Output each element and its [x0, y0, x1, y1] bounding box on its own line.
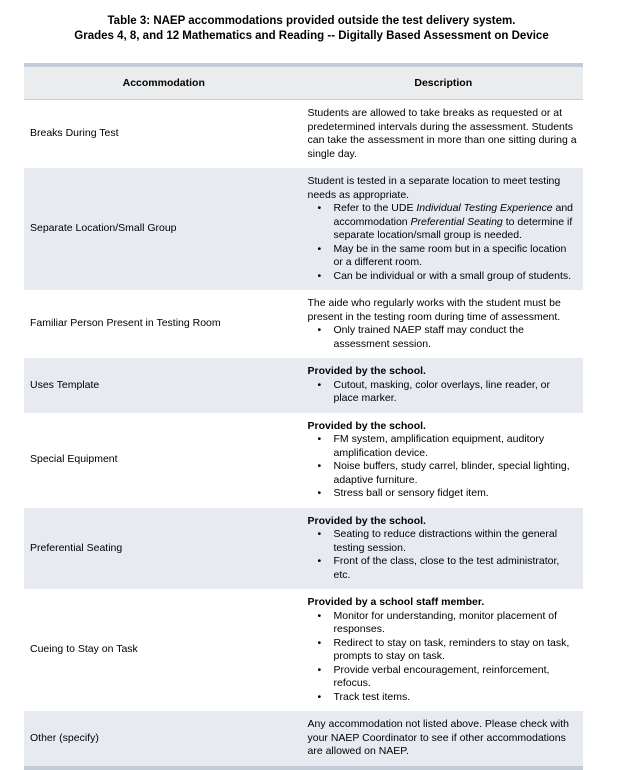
bullet-list [308, 324, 578, 351]
accommodation-cell: Familiar Person Present in Testing Room [30, 317, 221, 330]
description-cell [304, 290, 584, 358]
accommodation-cell: Breaks During Test [30, 127, 119, 140]
accommodations-table [24, 63, 583, 770]
table-row [24, 711, 583, 768]
description-paragraph [308, 515, 578, 529]
table-row [24, 508, 583, 590]
header-row [24, 65, 583, 100]
table-row [24, 413, 583, 508]
bullet-item [308, 324, 578, 351]
text-run: Provided by the school. [307, 365, 426, 377]
text-run: Provided by the school. [307, 419, 426, 432]
description-paragraph [308, 175, 578, 202]
description-cell [304, 711, 584, 768]
description-cell [304, 508, 584, 590]
table-header [24, 65, 583, 100]
description-cell [304, 413, 584, 508]
text-run: Individual Testing Experience [416, 202, 553, 214]
text-run: Only trained NAEP staff may conduct the assessment session. [333, 324, 524, 350]
bullet-item [308, 691, 578, 705]
bullet-list [308, 528, 578, 582]
description-paragraph [308, 107, 578, 161]
table-row [24, 589, 583, 711]
text-run: Redirect to stay on task, reminders to stay on task, prompts to stay on task. [333, 636, 570, 662]
bullet-item [308, 243, 578, 270]
text-run: Preferential Seating [410, 215, 503, 228]
description-paragraph [308, 596, 578, 610]
text-run: May be in the same room but in a specific location or a different room. [333, 242, 567, 268]
text-run: Student is tested in a separate location to meet testing needs as appropriate. [307, 175, 561, 201]
text-run: Stress ball or sensory fidget item. [333, 487, 489, 499]
text-run: Any accommodation not listed above. Please check with your NAEP Coordinator to see if other accommodations are allowed on NAEP. [307, 718, 569, 757]
table-row [24, 358, 583, 413]
bullet-item [308, 664, 578, 691]
header-accommodation: Accommodation [24, 65, 304, 100]
text-run: Front of the class, close to the test administrator, etc. [333, 555, 560, 581]
description-cell [304, 168, 584, 290]
accommodation-cell: Cueing to Stay on Task [30, 643, 138, 656]
text-run: FM system, amplification equipment, auditory amplification device. [333, 433, 545, 459]
table-title-line2: Grades 4, 8, and 12 Mathematics and Reading -- Digitally Based Assessment on Device [74, 30, 549, 42]
text-run: Track test items. [333, 690, 411, 703]
text-run: Noise buffers, study carrel, blinder, special lighting, adaptive furniture. [333, 460, 570, 486]
bullet-list [308, 379, 578, 406]
bullet-item [308, 555, 578, 582]
accommodation-cell: Separate Location/Small Group [24, 168, 304, 290]
description-paragraph [308, 365, 578, 379]
text-run: Provided by a school staff member. [307, 596, 485, 608]
text-run: to determine if separate location/small group is needed. [333, 215, 573, 241]
text-run: and accommodation [333, 202, 574, 228]
bullet-list [308, 202, 578, 283]
text-run: Refer to the UDE [333, 202, 417, 214]
bullet-item [308, 270, 578, 284]
accommodation-cell: Uses Template [24, 358, 304, 413]
accommodations-table-wrap [24, 63, 583, 770]
bullet-item [308, 202, 578, 243]
text-run: The aide who regularly works with the student must be present in the testing room during time of assessment. [307, 297, 561, 323]
bullet-item [308, 528, 578, 555]
text-run: Provide verbal encouragement, reinforcement, refocus. [333, 663, 550, 689]
text-run: Cutout, masking, color overlays, line reader, or place marker. [333, 378, 551, 404]
description-paragraph [308, 297, 578, 324]
text-run: Can be individual or with a small group of students. [333, 269, 572, 282]
accommodation-cell: Special Equipment [30, 453, 118, 466]
table-row [24, 290, 583, 358]
table-title-line1: Table 3: NAEP accommodations provided outside the test delivery system. [107, 15, 516, 27]
text-run: Students are allowed to take breaks as requested or at predetermined intervals during the assessment. Students can take the assessment in more than one sitting during a single day. [307, 107, 577, 160]
bullet-item [308, 433, 578, 460]
text-run: Seating to reduce distractions within the general testing session. [333, 528, 558, 554]
bullet-item [308, 637, 578, 664]
bullet-item [308, 379, 578, 406]
table-row [24, 168, 583, 290]
description-paragraph [308, 718, 578, 759]
text-run: Monitor for understanding, monitor placement of responses. [333, 609, 558, 635]
table-title [0, 0, 623, 44]
header-description: Description [304, 65, 584, 100]
description-cell [304, 358, 584, 413]
accommodation-cell: Preferential Seating [24, 508, 304, 590]
table-body [24, 100, 583, 768]
bullet-item [308, 610, 578, 637]
bullet-item [308, 460, 578, 487]
table-row [24, 100, 583, 169]
description-cell [304, 100, 584, 169]
bullet-list [308, 610, 578, 705]
accommodation-cell: Other (specify) [24, 711, 304, 768]
description-paragraph [308, 420, 578, 434]
bullet-list [308, 433, 578, 501]
text-run: Provided by the school. [307, 514, 426, 527]
bullet-item [308, 487, 578, 501]
description-cell [304, 589, 584, 711]
